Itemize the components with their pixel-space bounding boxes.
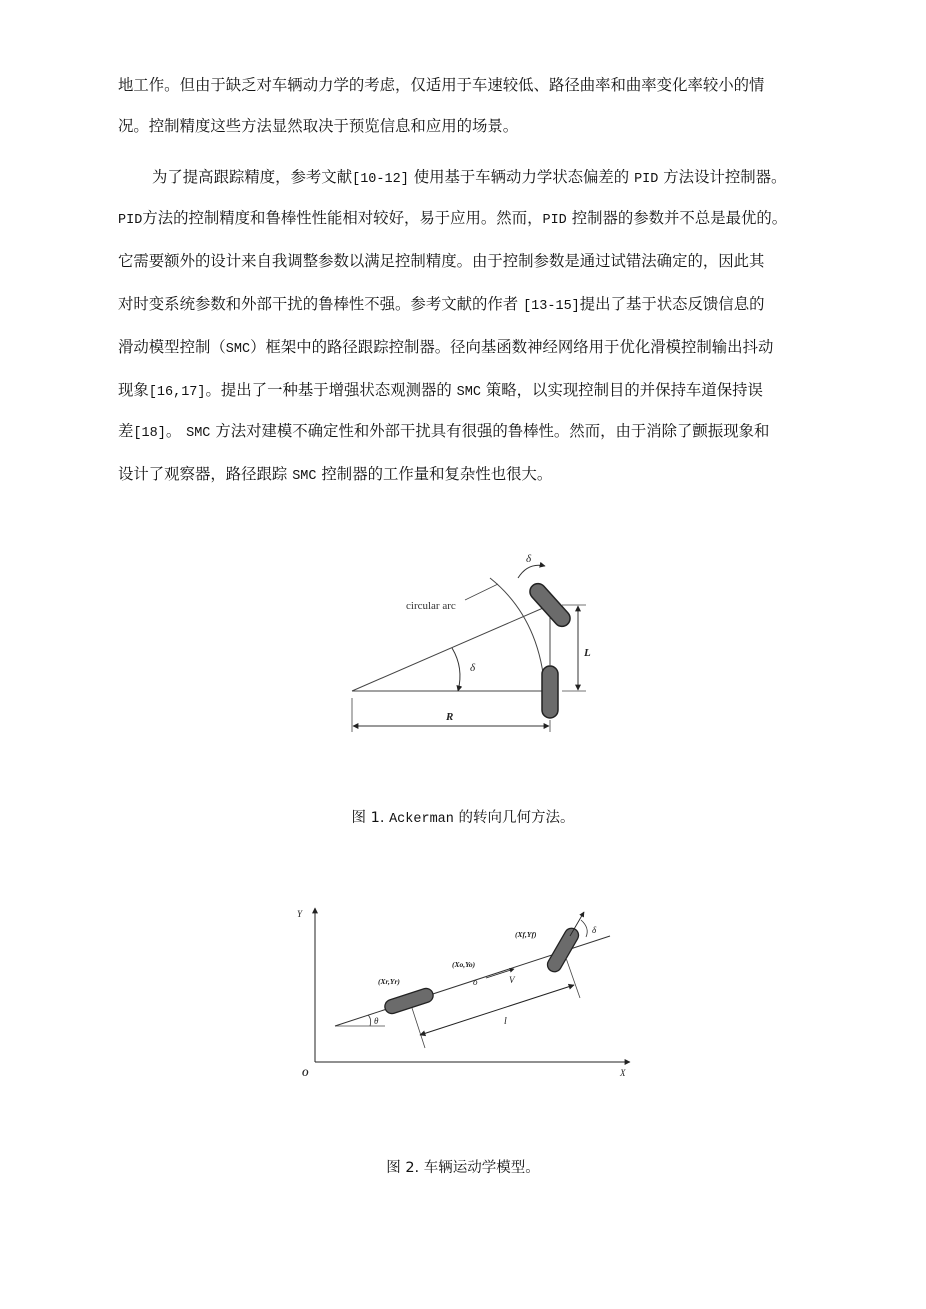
text-run: 。 <box>165 422 187 440</box>
term-smc: SMC <box>186 426 211 441</box>
term-smc: SMC <box>292 469 317 484</box>
caption-label: 图 1. <box>351 810 385 826</box>
center-point-label: (Xo,Yo) <box>452 960 476 969</box>
center-o-label: o <box>473 977 478 987</box>
paragraph-line <box>118 420 769 445</box>
origin-label: O <box>302 1068 309 1078</box>
velocity-label: V <box>509 975 515 985</box>
paragraph-line: 地工作。但由于缺乏对车辆动力学的考虑，仅适用于车速较低、路径曲率和曲率变化率较小的情 <box>118 76 765 94</box>
paragraph-line <box>118 463 552 488</box>
caption-label: 图 2. <box>386 1160 420 1176</box>
text-run: 方法的控制精度和鲁棒性性能相对较好，易于应用。然而， <box>142 209 543 227</box>
text-run: 现象 <box>118 381 149 399</box>
theta-arc <box>368 1015 371 1026</box>
y-axis-label: Y <box>297 909 303 919</box>
paragraph-line <box>118 336 773 361</box>
rear-point-label: (Xr,Yr) <box>378 977 400 986</box>
term-smc: SMC <box>456 385 481 400</box>
figure-2-caption <box>0 1156 926 1177</box>
text-run: 策略，以实现控制目的并保持车道保持误 <box>480 381 763 399</box>
text-run: 控制器的参数并不总是最优的。 <box>566 209 788 227</box>
l-label: l <box>504 1016 507 1027</box>
steer-arc <box>518 565 545 578</box>
paragraph-line <box>118 293 764 318</box>
citation: [16,17] <box>148 385 206 400</box>
r-label: R <box>446 711 454 723</box>
figure-1-ackerman-diagram <box>340 548 600 738</box>
text-run: 提出了基于状态反馈信息的 <box>579 295 765 313</box>
text-run: ）框架中的路径跟踪控制器。径向基函数神经网络用于优化滑模控制输出抖动 <box>250 338 774 356</box>
text-run: 使用基于车辆动力学状态偏差的 <box>408 168 635 186</box>
caption-text: 的转向几何方法。 <box>453 810 575 826</box>
term-pid: PID <box>542 213 567 228</box>
paragraph-line <box>118 379 763 404</box>
slant-line <box>352 605 550 691</box>
text-run: 滑动模型控制（ <box>118 338 226 356</box>
text-run: 。提出了一种基于增强状态观测器的 <box>205 381 457 399</box>
term-pid: PID <box>118 213 143 228</box>
term-pid: PID <box>634 172 659 187</box>
rear-wheel <box>383 987 435 1016</box>
text-run: 设计了观察器，路径跟踪 <box>118 465 293 483</box>
citation: [10-12] <box>352 172 409 187</box>
citation: [13-15] <box>523 299 580 314</box>
figure-2-kinematic-diagram <box>290 900 640 1085</box>
arc-label: circular arc <box>406 600 456 612</box>
l-tick-rear <box>412 1008 425 1048</box>
text-run: 控制器的工作量和复杂性也很大。 <box>316 465 553 483</box>
delta-label: δ <box>592 925 597 935</box>
theta-label: θ <box>374 1016 379 1026</box>
text-run: 方法设计控制器。 <box>658 168 787 186</box>
front-wheel <box>545 926 581 975</box>
paragraph-line: 况。控制精度这些方法显然取决于预览信息和应用的场景。 <box>118 117 519 135</box>
caption-text: 车辆运动学模型。 <box>419 1160 540 1176</box>
arc-leader <box>465 584 498 600</box>
x-axis-label: X <box>620 1068 626 1078</box>
paragraph-line <box>118 207 787 232</box>
rear-wheel <box>542 666 558 718</box>
figure-1-caption <box>0 806 926 827</box>
text-run: 差 <box>118 422 134 440</box>
delta-arc <box>581 920 587 937</box>
l-dim-line <box>420 985 574 1035</box>
paragraph-line <box>152 166 786 191</box>
term-smc: SMC <box>225 342 251 357</box>
delta-angle-label: δ <box>470 662 476 674</box>
citation: [18] <box>133 426 166 441</box>
delta-top-label: δ <box>526 553 532 565</box>
text-run: 为了提高跟踪精度，参考文献 <box>152 168 353 186</box>
caption-term: Ackerman <box>389 812 454 827</box>
l-label: L <box>584 647 591 659</box>
text-run: 方法对建模不确定性和外部干扰具有很强的鲁棒性。然而，由于消除了颤振现象和 <box>210 422 770 440</box>
l-tick-front <box>566 958 580 998</box>
paragraph-line: 它需要额外的设计来自我调整参数以满足控制精度。由于控制参数是通过试错法确定的，因此其 <box>118 252 765 270</box>
front-point-label: (Xf,Yf) <box>515 930 537 939</box>
text-run: 对时变系统参数和外部干扰的鲁棒性不强。参考文献的作者 <box>118 295 524 313</box>
angle-arc <box>452 648 460 691</box>
